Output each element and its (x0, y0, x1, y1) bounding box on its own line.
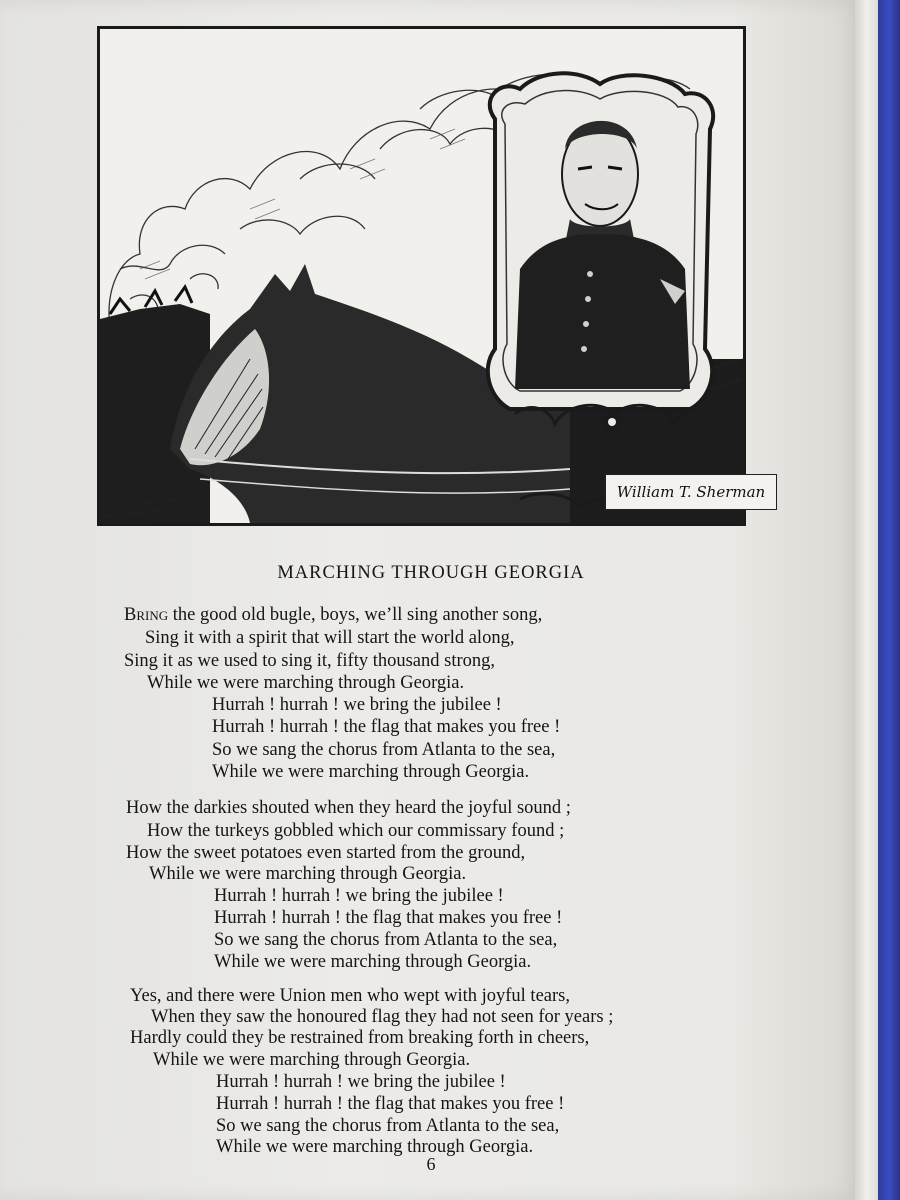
verse-line: While we were marching through Georgia. (149, 864, 467, 884)
chorus-line: Hurrah ! hurrah ! the flag that makes you free ! (216, 1094, 565, 1114)
chorus-line: Hurrah ! hurrah ! we bring the jubilee ! (212, 695, 502, 715)
verse-line: Sing it as we used to sing it, fifty thousand strong, (124, 651, 496, 671)
drop-word: Bring (124, 605, 169, 625)
line-text: the good old bugle, boys, we’ll sing another song, (168, 605, 543, 625)
sherman-uniform (515, 234, 690, 389)
verse-line: Hardly could they be restrained from breaking forth in cheers, (130, 1028, 590, 1048)
verse-line: Sing it with a spirit that will start the world along, (145, 628, 515, 648)
portrait-caption (605, 474, 777, 510)
chorus-line: Hurrah ! hurrah ! the flag that makes you free ! (214, 908, 563, 928)
chorus-line: Hurrah ! hurrah ! the flag that makes you free ! (212, 717, 561, 737)
chorus-line: While we were marching through Georgia. (212, 762, 530, 782)
caption-text: William T. Sherman (616, 483, 766, 501)
book-cover-edge (878, 0, 900, 1200)
verse-line: While we were marching through Georgia. (147, 673, 465, 693)
verse-line (124, 604, 542, 626)
verse-line: When they saw the honoured flag they had not seen for years ; (151, 1007, 614, 1027)
page-number: 6 (426, 1154, 436, 1174)
verse-line: How the turkeys gobbled which our commissary found ; (147, 821, 565, 841)
song-title: MARCHING THROUGH GEORGIA (277, 563, 585, 583)
chorus-line: While we were marching through Georgia. (216, 1137, 534, 1157)
verse-line: How the sweet potatoes even started from the ground, (126, 843, 526, 863)
sherman-illustration (97, 26, 766, 526)
verse-line: Yes, and there were Union men who wept with joyful tears, (130, 986, 570, 1006)
chorus-line: While we were marching through Georgia. (214, 952, 532, 972)
chorus-line: So we sang the chorus from Atlanta to the sea, (216, 1116, 560, 1136)
chorus-line: Hurrah ! hurrah ! we bring the jubilee ! (216, 1072, 506, 1092)
verse-line: How the darkies shouted when they heard the joyful sound ; (126, 798, 571, 818)
verse-line: While we were marching through Georgia. (153, 1050, 471, 1070)
chorus-line: So we sang the chorus from Atlanta to the sea, (212, 740, 556, 760)
illustration-artwork (100, 29, 743, 523)
chorus-line: So we sang the chorus from Atlanta to the sea, (214, 930, 558, 950)
chorus-line: Hurrah ! hurrah ! we bring the jubilee ! (214, 886, 504, 906)
